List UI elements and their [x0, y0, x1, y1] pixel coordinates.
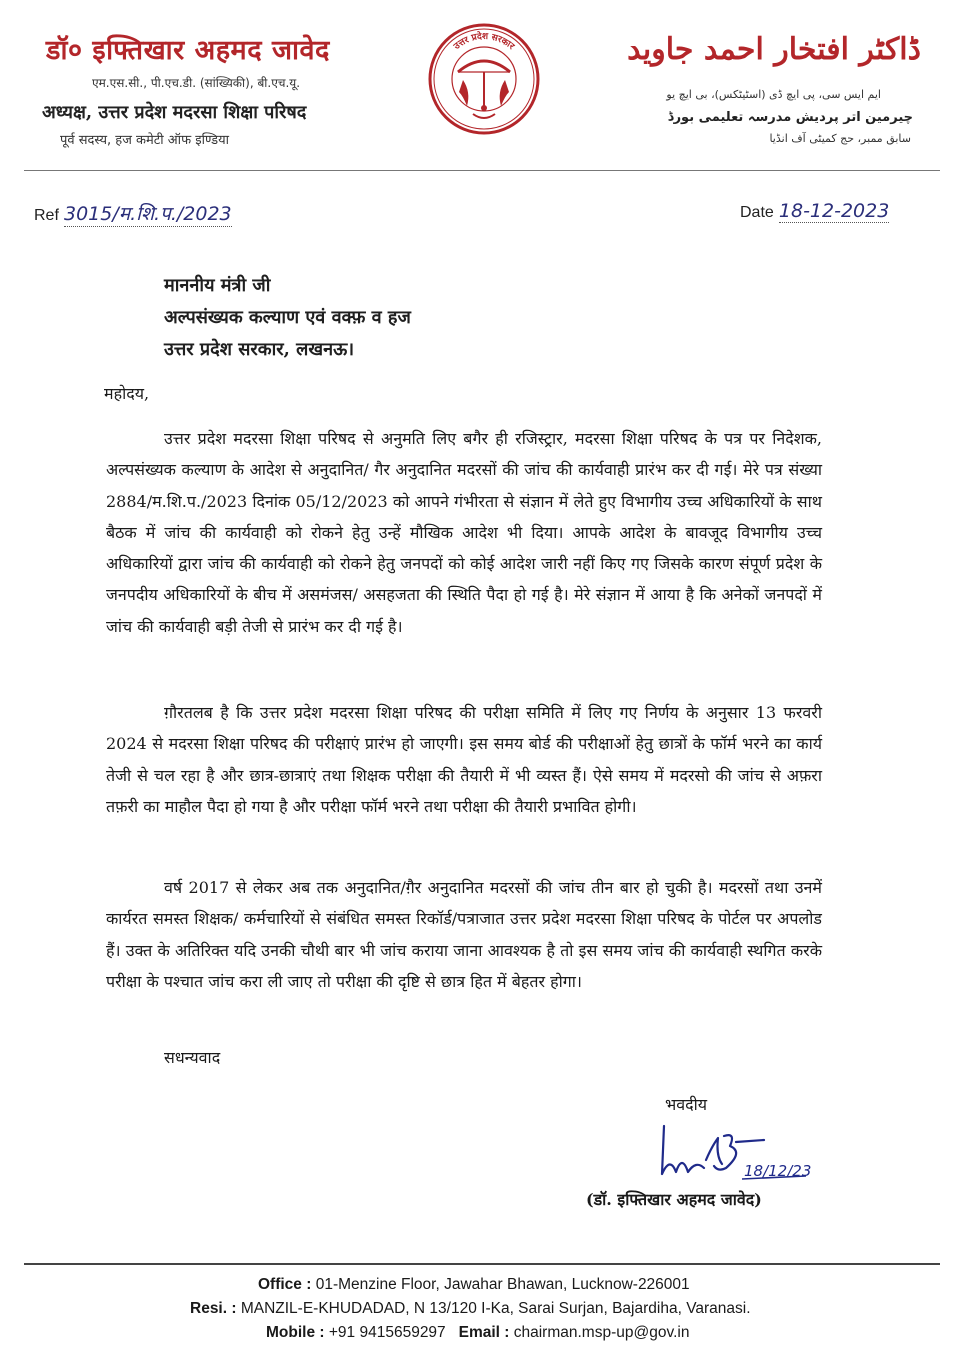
- office-address: 01-Menzine Floor, Jawahar Bhawan, Lucknow-226001: [315, 1276, 690, 1293]
- letterhead-former-urdu: سابق ممبر، حج کمیٹی آف انڈیا: [769, 132, 911, 145]
- letterhead-post-hindi: अध्यक्ष, उत्तर प्रदेश मदरसा शिक्षा परिषद: [42, 102, 307, 123]
- email-address[interactable]: chairman.msp-up@gov.in: [513, 1324, 690, 1341]
- letterhead-qualifications-urdu: ایم ایس سی، پی ایچ ڈی (اسٹیٹکس)، بی ایچ یو: [666, 88, 881, 101]
- signature-date: 18/12/23: [744, 1162, 812, 1180]
- mobile-number: +91 9415659297: [328, 1324, 446, 1341]
- letterhead-qualifications-hindi: एम.एस.सी., पी.एच.डी. (सांख्यिकी), बी.एच.यू.: [92, 76, 301, 90]
- letterhead-former-hindi: पूर्व सदस्य, हज कमेटी ऑफ इण्डिया: [60, 133, 230, 148]
- salutation: महोदय,: [104, 384, 150, 403]
- date-value: 18-12-2023: [778, 200, 890, 222]
- office-label: Office :: [258, 1276, 312, 1293]
- body-paragraph: ग़ौरतलब है कि उत्तर प्रदेश मदरसा शिक्षा परिषद की परीक्षा समिति में लिए गए निर्णय के अनुसार 13 फरवरी 2024 से मदरसा शिक्षा परिषद की परीक्षाएं प्रारंभ हो जाएगी। इस समय बोर्ड की परीक्षाओं हेतु छात्रों के फॉर्म भरने का कार्य तेजी से चल रहा है और छात्र-छात्राएं तथा शिक्षक परीक्षा की तैयारी में भी व्यस्त हैं। ऐसे समय में मदरसो की जांच से अफ़रा तफ़री का माहौल पैदा हो गया है और परीक्षा फॉर्म भरने तथा परीक्षा की तैयारी प्रभावित होगी।: [106, 703, 822, 816]
- footer-office: [258, 1276, 690, 1294]
- emblem-text: उत्तर प्रदेश सरकार: [452, 31, 516, 52]
- footer-divider: [24, 1263, 940, 1265]
- addressee-line: उत्तर प्रदेश सरकार, लखनऊ।: [164, 339, 355, 360]
- email-label: Email :: [458, 1324, 510, 1341]
- footer-residence: [190, 1300, 751, 1318]
- signatory-name: (डॉ. इफ्तिखार अहमद जावेद): [586, 1190, 762, 1209]
- handwritten-signature: [656, 1116, 816, 1182]
- addressee-line: अल्पसंख्यक कल्याण एवं वक्फ़ व हज: [164, 307, 411, 328]
- mobile-label: Mobile :: [266, 1324, 325, 1341]
- ref-number: 3015/म.शि.प./2023: [64, 203, 232, 225]
- resi-address: MANZIL-E-KHUDADAD, N 13/120 I-Ka, Sarai Surjan, Bajardiha, Varanasi.: [240, 1300, 751, 1317]
- closing-text: भवदीय: [665, 1095, 708, 1114]
- date-row: [740, 200, 889, 223]
- letterhead-name-urdu: ڈاکٹر افتخار احمد جاوید: [627, 32, 921, 67]
- letterhead-name-hindi: डॉ० इफ्तिखार अहमद जावेद: [46, 35, 330, 66]
- body-paragraph: वर्ष 2017 से लेकर अब तक अनुदानित/ग़ैर अनुदानित मदरसों की जांच तीन बार हो चुकी है। मदरसों तथा उनमें कार्यरत समस्त शिक्षक/ कर्मचारियों से संबंधित समस्त रिकॉर्ड/पत्राजात उत्तर प्रदेश मदरसा शिक्षा परिषद के पोर्टल पर अपलोड हैं। उक्त के अतिरिक्त यदि उनकी चौथी बार भी जांच कराया जाना आवश्यक है तो इस समय जांच की कार्यवाही स्थगित करके परीक्षा के पश्चात जांच करा ली जाए तो परीक्षा की दृष्टि से छात्र हित में बेहतर होगा।: [106, 878, 822, 991]
- thanks-text: सधन्यवाद: [164, 1048, 221, 1067]
- addressee-line: माननीय मंत्री जी: [164, 275, 271, 296]
- ref-label: Ref: [34, 207, 59, 224]
- date-label: Date: [740, 204, 774, 221]
- up-government-emblem: [427, 22, 541, 136]
- letterhead-post-urdu: چیرمین اتر پردیش مدرسہ تعلیمی بورڈ: [667, 110, 913, 125]
- svg-text:उत्तर प्रदेश सरकार: [451, 30, 516, 53]
- footer-contact: [266, 1324, 689, 1342]
- resi-label: Resi. :: [190, 1300, 237, 1317]
- body-paragraph: उत्तर प्रदेश मदरसा शिक्षा परिषद से अनुमति लिए बगैर ही रजिस्ट्रार, मदरसा शिक्षा परिषद के पत्र पर निदेशक, अल्पसंख्यक कल्याण के आदेश से अनुदानित/ गैर अनुदानित मदरसों की जांच की कार्यवाही प्रारंभ कर दी गई। मेरे पत्र संख्या 2884/म.शि.प./2023 दिनांक 05/12/2023 को आपने गंभीरता से संज्ञान में लेते हुए विभागीय उच्च अधिकारियों के साथ बैठक में जांच की कार्यवाही को रोकने हेतु उन्हें मौखिक आदेश भी दिया। आपके आदेश के बावजूद विभागीय उच्च अधिकारियों द्वारा जांच की कार्यवाही को रोकने हेतु जनपदों को कोई आदेश जारी नहीं किए गए जिसके कारण संपूर्ण प्रदेश के जनपदीय अधिकारियों के बीच में असमंजस/ असहजता की स्थिति पैदा हो गई है। मेरे संज्ञान में आया है कि अनेकों जनपदों में जांच की कार्यवाही बड़ी तेजी से प्रारंभ कर दी गई है।: [106, 429, 823, 636]
- reference-row: [34, 200, 232, 227]
- letterhead-divider: [24, 170, 940, 171]
